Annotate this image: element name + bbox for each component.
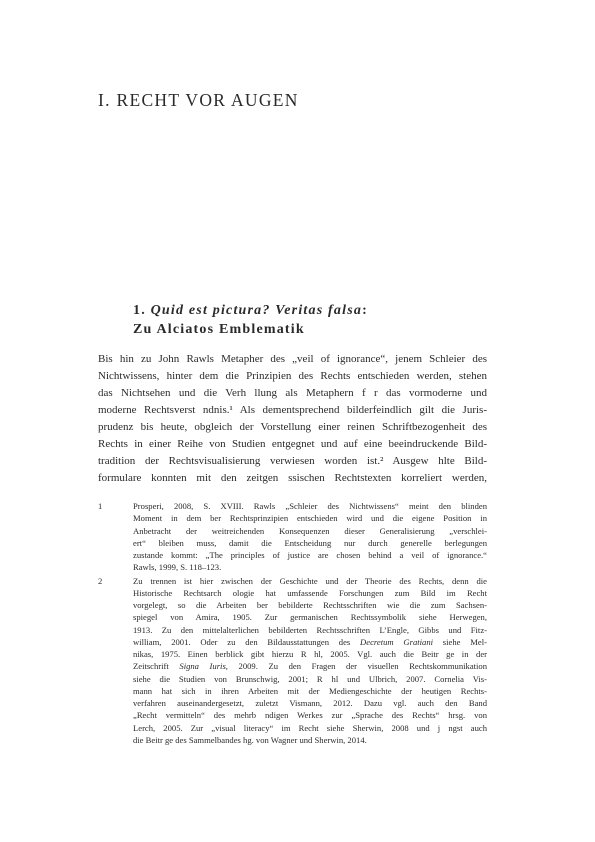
footnote-line: Rawls, 1999, S. 118–123. [133, 562, 222, 573]
body-line: moderne Rechtsverst ndnis.¹ Als dementsprechend bilderfeindlich gilt die Juris- [98, 404, 487, 416]
footnote-line: Zu trennen ist hier zwischen der Geschichte und der Theorie des Rechts, denn die [133, 575, 487, 586]
body-line: das Nichtsehen und die Verh llung als Metaphern f r das vormoderne und [98, 387, 487, 399]
footnote-number: 1 [98, 501, 103, 511]
section-number: 1. [133, 303, 146, 318]
body-line: Nichtwissens, hinter dem die Prinzipien des Rechts entschieden werden, stehen [98, 370, 487, 382]
footnote-line: nikas, 1975. Einen berblick gibt hierzu R hl, 2005. Vgl. auch die Beitr ge in der [133, 649, 487, 659]
body-line: Bis hin zu John Rawls Metapher des „veil of ignorance“, jenem Schleier des [98, 353, 487, 365]
body-line: formulare konnten mit den zeitgen ssischen Rechtstexten korreliert werden, [98, 472, 487, 484]
footnote-line: zustande kommt: „The principles of justice are chosen behind a veil of ignorance.“ [133, 550, 487, 560]
footnote-line: Historische Rechtsarch ologie hat umfassende Forschungen zum Bild im Recht [133, 587, 487, 598]
footnote-line: siehe die Studien von Brunschwig, 2001; R hl und Ulbrich, 2007. Cornelia Vis- [133, 673, 487, 684]
footnote-line: die Beitr ge des Sammelbandes hg. von Wagner und Sherwin, 2014. [133, 734, 367, 745]
section-title-italic: Quid est pictura? Veritas falsa [150, 303, 363, 318]
footnote-line [133, 660, 487, 672]
footnote-line: 1913. Zu den mittelalterlichen bebilderten Rechtsschriften L’Engle, Gibbs und Fitz- [133, 624, 487, 635]
body-line: tradition der Rechtsvisualisierung verwiesen worden ist.² Ausgew hlte Bild- [98, 455, 487, 467]
footnote-1 [98, 500, 487, 574]
footnote-line: verfahren auseinandergesetzt, zuletzt Vismann, 2012. Dazu vgl. auch den Band [133, 698, 487, 708]
footnote-line: mann hat sich in ihren Arbeiten mit der Mediengeschichte der heutigen Rechts- [133, 685, 487, 696]
section-heading [133, 301, 368, 339]
footnote-number: 2 [98, 575, 103, 586]
footnote-text: , 2009. Zu den Fragen der visuellen Rechtskommunikation [225, 661, 488, 672]
footnote-text: siehe Mel- [433, 636, 487, 647]
section-title-colon: : [362, 303, 368, 318]
footnote-2 [98, 575, 487, 747]
footnote-line: „Recht vermitteln“ des mehrb ndigen Werkes zur „Sprache des Rechts“ hrsg. von [133, 710, 487, 721]
footnote-text: Zeitschrift [133, 661, 180, 672]
footnote-line: Prosperi, 2008, S. XVIII. Rawls „Schleier des Nichtwissens“ meint den blinden [133, 501, 487, 511]
footnote-line: Moment in dem ber Rechtsprinzipien entschieden wird und die eigene Position in [133, 513, 487, 524]
footnote-italic-title: Decretum Gratiani [360, 636, 434, 647]
section-heading-line-1 [133, 301, 368, 320]
footnote-line: ert“ bleiben muss, damit die Entscheidung nur durch generelle berlegungen [133, 537, 487, 548]
footnotes [98, 500, 487, 747]
body-line: prudenz bis heute, obgleich der Vorstellung einer reinen Schriftbezogenheit des [98, 421, 487, 433]
section-heading-line-2: Zu Alciatos Emblematik [133, 322, 305, 337]
footnote-line: Anbetracht der weitreichenden Konsequenzen dieser Generalisierung „verschlei- [133, 525, 487, 536]
footnote-line: spiegel von Amira, 1905. Zur germanischen Rechtssymbolik siehe Herwegen, [133, 612, 487, 623]
footnote-italic-title: Signa Iuris [179, 661, 226, 672]
body-paragraph [98, 351, 487, 487]
footnote-line: vorgelegt, so die Arbeiten ber bebilderte Rechtsschriften wie die zum Sachsen- [133, 600, 487, 610]
footnote-line [133, 636, 487, 648]
footnote-text: william, 2001. Oder zu den Bildausstattungen des [133, 636, 361, 647]
body-line: Rechts in einer Reihe von Studien entgegnet und auf eine beeindruckende Bild- [98, 438, 487, 450]
chapter-title: I. RECHT VOR AUGEN [98, 90, 299, 110]
footnote-line: Lerch, 2005. Zur „visual literacy“ im Recht siehe Sherwin, 2008 und j ngst auch [133, 722, 487, 733]
